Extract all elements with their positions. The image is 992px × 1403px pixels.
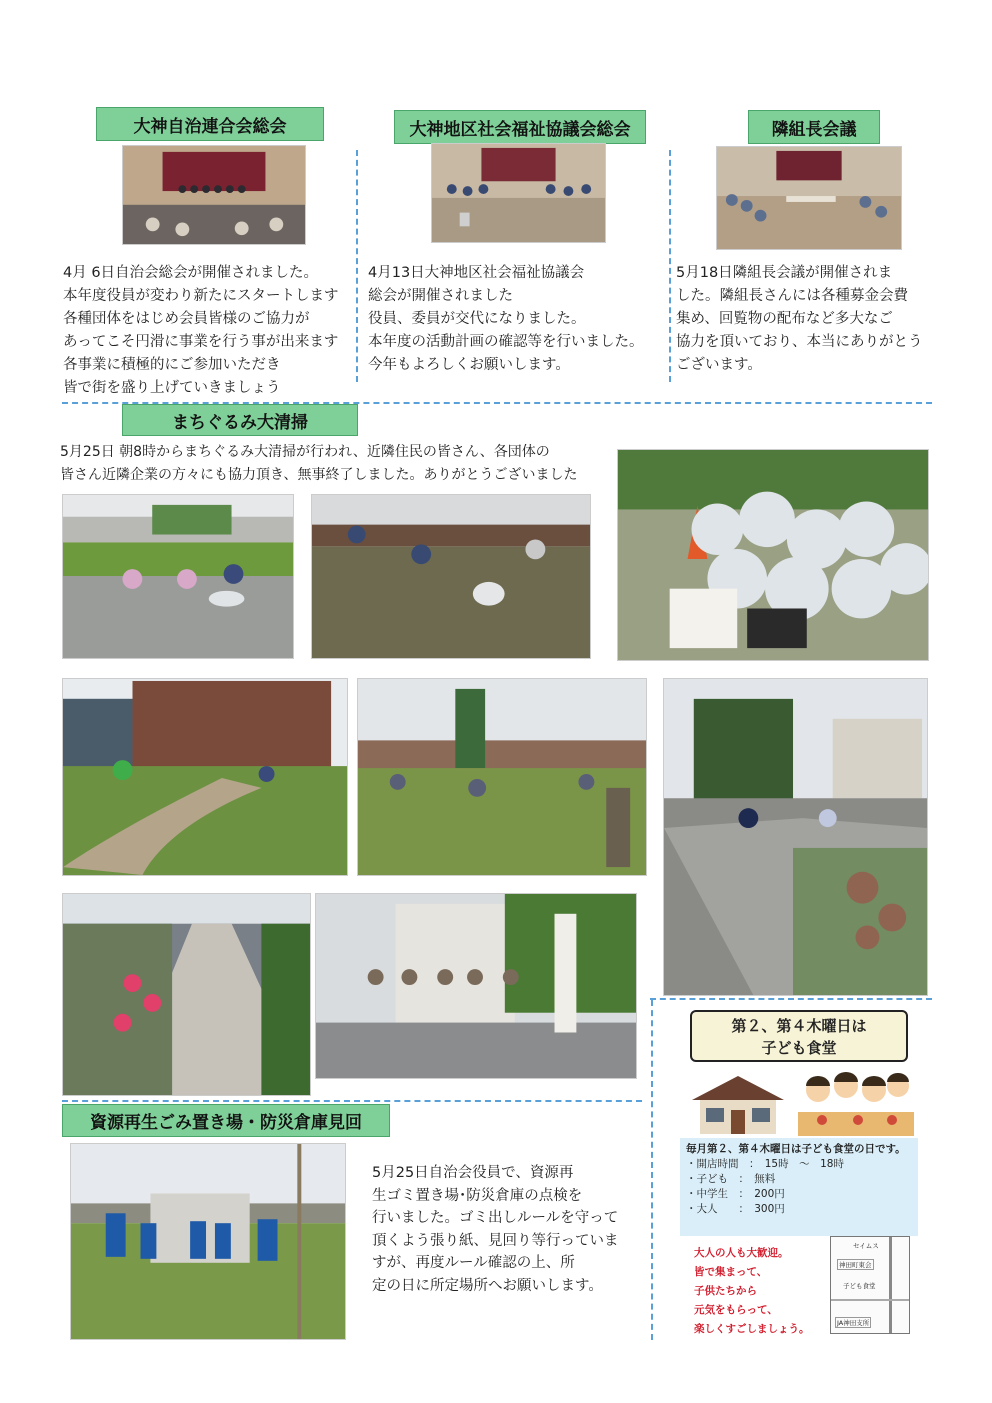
flyer-title bbox=[690, 1010, 908, 1062]
text-line: 生ゴミ置き場･防災倉庫の点検を bbox=[372, 1187, 583, 1204]
text-line: 今年もよろしくお願いします。 bbox=[368, 357, 570, 373]
flyer-info-row: ・大人 ： 300円 bbox=[686, 1203, 785, 1215]
text-line: 皆さん近隣企業の方々にも協力頂き、無事終了しました。ありがとうございました bbox=[60, 467, 578, 483]
photo-neighborhood-meeting bbox=[716, 146, 902, 250]
text-line: 5月25日 朝8時からまちぐるみ大清掃が行われ、近隣住民の皆さん、各団体の bbox=[60, 444, 550, 460]
flyer-message-line: 楽しくすごしましょう。 bbox=[694, 1323, 810, 1335]
column-divider bbox=[651, 1000, 653, 1340]
flyer-info-box bbox=[680, 1138, 918, 1236]
text-line: 本年度役員が変わり新たにスタートします bbox=[63, 288, 339, 304]
photo-cleanup-garbage-bags bbox=[617, 449, 929, 661]
map-label: 子ども食堂 bbox=[843, 1282, 876, 1290]
text-line: 各種団体をはじめ会員皆様のご協力が bbox=[63, 311, 310, 327]
welfare-meeting-text bbox=[368, 262, 644, 377]
section-title-patrol: 資源再生ごみ置き場・防災倉庫見回 bbox=[62, 1104, 390, 1137]
section-title-general-meeting: 大神自治連合会総会 bbox=[96, 107, 324, 141]
text-line: すが、再度ルール確認の上、所 bbox=[372, 1255, 575, 1271]
text-line: 5月18日隣組長会議が開催されま bbox=[676, 265, 893, 281]
flyer-title-line: 第２、第４木曜日は bbox=[731, 1017, 867, 1035]
neighborhood-meeting-text bbox=[676, 262, 923, 377]
flyer-info-row: ・開店時間 ： 15時 ～ 18時 bbox=[686, 1158, 844, 1170]
text-line: 定の日に所定場所へお願いします。 bbox=[372, 1277, 603, 1294]
section-divider bbox=[62, 1100, 642, 1102]
text-line: 本年度の活動計画の確認等を行いました。 bbox=[368, 334, 644, 350]
flyer-message-line: 大人の人も大歓迎。 bbox=[694, 1247, 789, 1259]
text-line: 協力を頂いており、本当にありがとう bbox=[676, 334, 923, 350]
patrol-text bbox=[372, 1162, 619, 1297]
photo-cleanup-6 bbox=[663, 678, 928, 996]
photo-cleanup-1 bbox=[62, 494, 294, 659]
cleanup-text bbox=[60, 441, 577, 487]
photo-cleanup-5 bbox=[357, 678, 647, 876]
photo-welfare-meeting bbox=[431, 143, 606, 243]
photo-general-meeting bbox=[122, 145, 306, 245]
text-line: 4月13日大神地区社会福祉協議会 bbox=[368, 265, 585, 281]
text-line: あってこそ円滑に事業を行う事が出来ます bbox=[63, 334, 339, 350]
map-label: セイムス bbox=[853, 1242, 879, 1250]
section-title-neighborhood-meeting: 隣組長会議 bbox=[748, 110, 880, 144]
flyer-message-line: 皆で集まって、 bbox=[694, 1266, 768, 1278]
section-title-cleanup: まちぐるみ大清掃 bbox=[122, 404, 358, 436]
flyer-info-header: 毎月第２、第４木曜日は子ども食堂の日です。 bbox=[686, 1143, 906, 1155]
column-divider bbox=[356, 150, 358, 382]
flyer-children-illustration bbox=[798, 1068, 914, 1136]
text-line: 各事業に積極的にご参加いただき bbox=[63, 357, 281, 373]
section-title-welfare-meeting: 大神地区社会福祉協議会総会 bbox=[394, 110, 646, 144]
flyer-message-line: 元気をもらって、 bbox=[694, 1304, 778, 1316]
map-label: JA神田支所 bbox=[837, 1319, 870, 1327]
section-divider bbox=[650, 998, 932, 1000]
column-divider bbox=[669, 150, 671, 382]
general-meeting-text bbox=[63, 262, 339, 400]
text-line: ございます。 bbox=[676, 357, 762, 373]
text-line: 行いました。ゴミ出しルールを守って bbox=[372, 1210, 619, 1226]
text-line: 皆で街を盛り上げていきましょう bbox=[63, 380, 281, 396]
kids-cafeteria-flyer bbox=[680, 1008, 920, 1338]
photo-cleanup-4 bbox=[62, 678, 348, 876]
photo-patrol bbox=[70, 1143, 346, 1340]
text-line: 役員、委員が交代になりました。 bbox=[368, 311, 586, 327]
flyer-title-line: 子ども食堂 bbox=[761, 1039, 837, 1057]
map-label: 神田町東会 bbox=[839, 1261, 872, 1269]
photo-cleanup-8 bbox=[315, 893, 637, 1079]
photo-cleanup-7 bbox=[62, 893, 311, 1096]
text-line: した。隣組長さんには各種募金会費 bbox=[676, 288, 908, 304]
text-line: 総会が開催されました bbox=[368, 288, 513, 304]
flyer-map bbox=[830, 1236, 910, 1334]
photo-cleanup-2 bbox=[311, 494, 591, 659]
flyer-info-row: ・中学生 ： 200円 bbox=[686, 1188, 785, 1200]
flyer-house-illustration bbox=[688, 1070, 788, 1136]
text-line: 集め、回覧物の配布など多大なご bbox=[676, 311, 893, 327]
text-line: 頂くよう張り紙、見回り等行っていま bbox=[372, 1232, 619, 1249]
flyer-message-line: 子供たちから bbox=[694, 1285, 757, 1297]
text-line: 5月25日自治会役員で、資源再 bbox=[372, 1165, 574, 1181]
flyer-message bbox=[694, 1244, 810, 1339]
flyer-info-row: ・子ども ： 無料 bbox=[686, 1173, 776, 1185]
text-line: 4月 6日自治会総会が開催されました。 bbox=[63, 265, 319, 281]
